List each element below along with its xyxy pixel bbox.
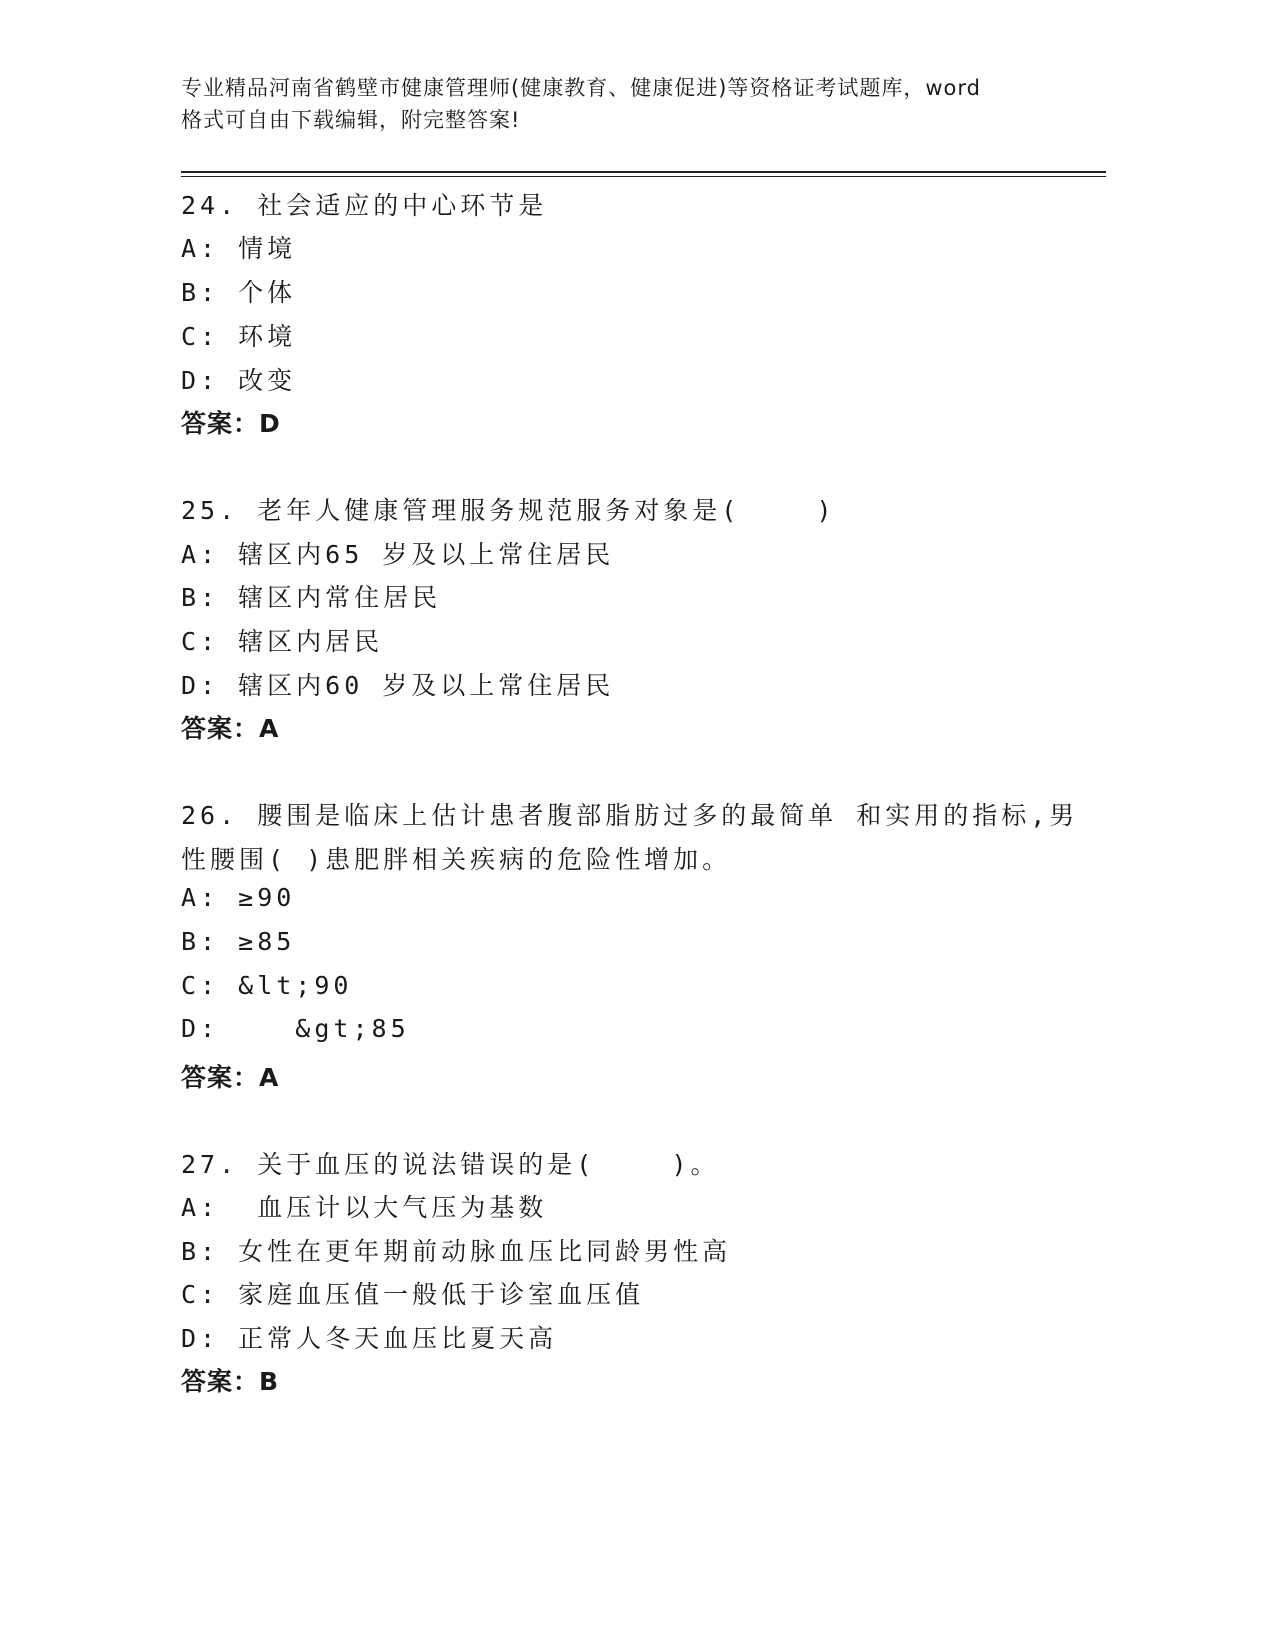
option-a: A: ≥90 (181, 883, 296, 912)
option-b: B: 女性在更年期前动脉血压比同龄男性高 (181, 1237, 732, 1266)
answer: 答案：D (181, 409, 281, 438)
option-d: D: &gt;85 (181, 1014, 410, 1043)
option-a: A: 辖区内65 岁及以上常住居民 (181, 540, 615, 569)
option-c: C: &lt;90 (181, 971, 353, 1000)
answer: 答案：A (181, 1063, 280, 1092)
option-c: C: 辖区内居民 (181, 627, 384, 656)
question-stem-continued: 性腰围( )患肥胖相关疾病的危险性增加。 (181, 845, 732, 874)
document-header (181, 72, 1081, 136)
header-divider (181, 171, 1106, 173)
question-stem: 24. 社会适应的中心环节是 (181, 191, 548, 220)
option-c: C: 环境 (181, 322, 297, 351)
option-c: C: 家庭血压值一般低于诊室血压值 (181, 1280, 645, 1309)
header-line-2: 格式可自由下载编辑，附完整答案! (181, 108, 521, 132)
option-d: D: 辖区内60 岁及以上常住居民 (181, 671, 615, 700)
option-a: A: 情境 (181, 234, 297, 263)
answer: 答案：A (181, 714, 280, 743)
question-stem: 25. 老年人健康管理服务规范服务对象是( ) (181, 496, 836, 525)
answer: 答案：B (181, 1367, 280, 1396)
option-d: D: 改变 (181, 366, 297, 395)
header-line-1: 专业精品河南省鹤壁市健康管理师(健康教育、健康促进)等资格证考试题库，word (181, 76, 982, 100)
option-d: D: 正常人冬天血压比夏天高 (181, 1324, 558, 1353)
option-b: B: 个体 (181, 278, 297, 307)
option-a: A: 血压计以大气压为基数 (181, 1193, 548, 1222)
option-b: B: ≥85 (181, 927, 296, 956)
question-stem: 26. 腰围是临床上估计患者腹部脂肪过多的最简单 和实用的指标,男 (181, 801, 1079, 830)
question-stem: 27. 关于血压的说法错误的是( )。 (181, 1150, 720, 1179)
option-b: B: 辖区内常住居民 (181, 583, 442, 612)
header-divider-thin (181, 176, 1106, 177)
